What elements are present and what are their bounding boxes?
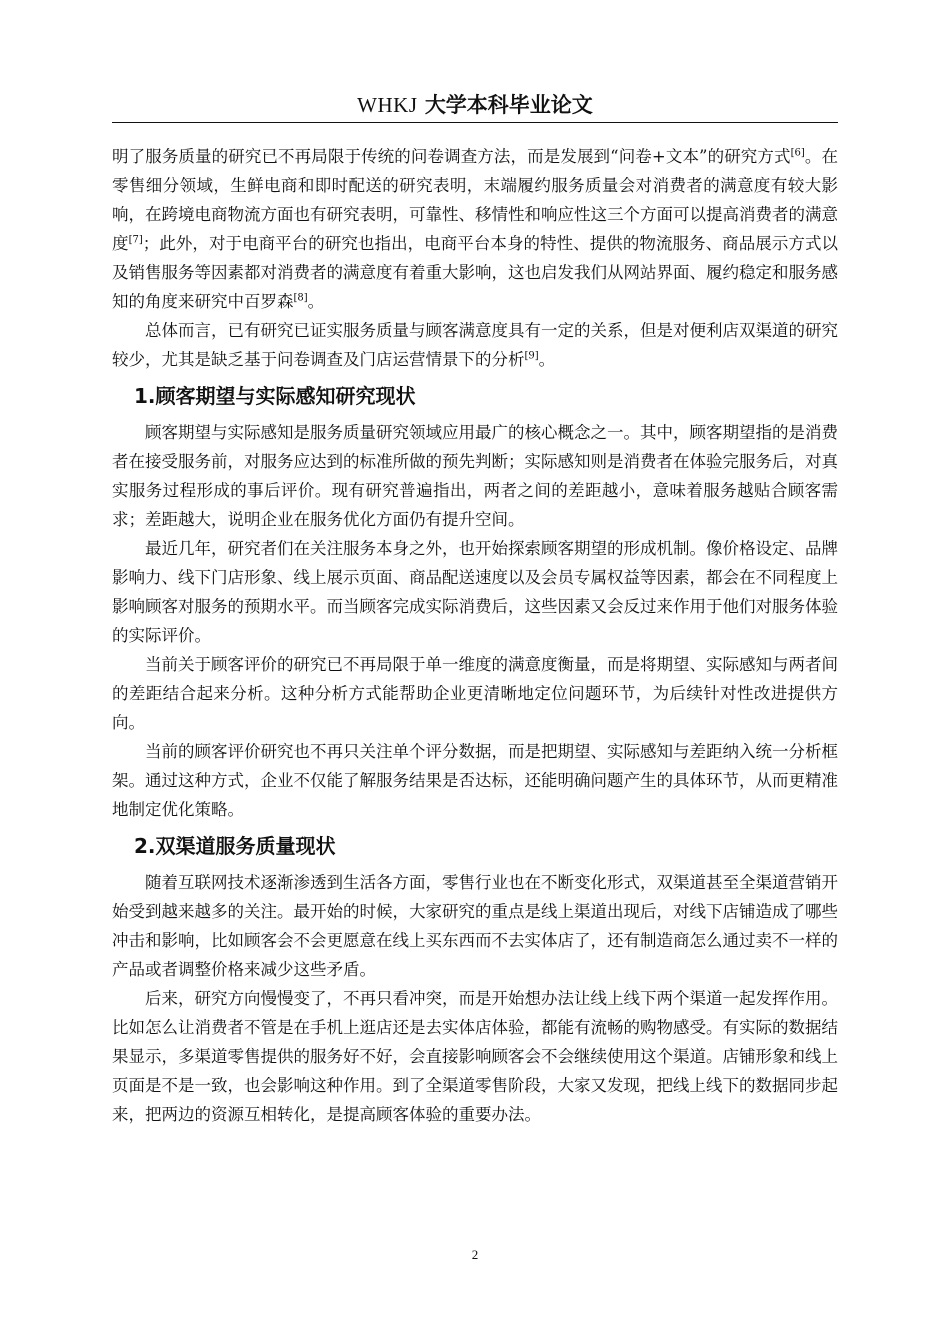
header-title: 大学本科毕业论文: [424, 93, 593, 117]
section-heading: 1.顾客期望与实际感知研究现状: [134, 384, 416, 408]
paragraph: 当前的顾客评价研究也不再只关注单个评分数据，而是把期望、实际感知与差距纳入统一分析框架。通过这种方式，企业不仅能了解服务结果是否达标，还能明确问题产生的具体环节，从而更精准地制定优化策略。: [112, 742, 838, 819]
paragraph: 明了服务质量的研究已不再局限于传统的问卷调查方法，而是发展到“问卷+文本”的研究方式[6]。在零售细分领域，生鲜电商和即时配送的研究表明，末端履约服务质量会对消费者的满意度有较大影响，在跨境电商物流方面也有研究表明，可靠性、移情性和响应性这三个方面可以提高消费者的满意度[7]；此外，对于电商平台的研究也指出，电商平台本身的特性、提供的物流服务、商品展示方式以及销售服务等因素都对消费者的满意度有着重大影响，这也启发我们从网站界面、履约稳定和服务感知的角度来研究中百罗森[8]。: [112, 147, 839, 311]
body-text: [112, 142, 838, 1129]
paragraph: 随着互联网技术逐渐渗透到生活各方面，零售行业也在不断变化形式，双渠道甚至全渠道营销开始受到越来越多的关注。最开始的时候，大家研究的重点是线上渠道出现后，对线下店铺造成了哪些冲击和影响，比如顾客会不会更愿意在线上买东西而不去实体店了，还有制造商怎么通过卖不一样的产品或者调整价格来减少这些矛盾。: [112, 873, 838, 979]
citation: [8]: [293, 292, 308, 304]
header-prefix: WHKJ: [357, 93, 418, 117]
paragraph: 当前关于顾客评价的研究已不再局限于单一维度的满意度衡量，而是将期望、实际感知与两者间的差距结合起来分析。这种分析方式能帮助企业更清晰地定位问题环节，为后续针对性改进提供方向。: [112, 655, 838, 732]
paragraph: 总体而言，已有研究已证实服务质量与顾客满意度具有一定的关系，但是对便利店双渠道的研究较少，尤其是缺乏基于问卷调查及门店运营情景下的分析[9]。: [112, 321, 838, 369]
paragraph: 后来，研究方向慢慢变了，不再只看冲突，而是开始想办法让线上线下两个渠道一起发挥作用。比如怎么让消费者不管是在手机上逛店还是去实体店体验，都能有流畅的购物感受。有实际的数据结果显示，多渠道零售提供的服务好不好，会直接影响顾客会不会继续使用这个渠道。店铺形象和线上页面是不是一致，也会影响这种作用。到了全渠道零售阶段，大家又发现，把线上线下的数据同步起来，把两边的资源互相转化，是提高顾客体验的重要办法。: [112, 989, 838, 1124]
running-header: [112, 92, 838, 118]
citation: [6]: [790, 147, 805, 159]
section-heading: 2.双渠道服务质量现状: [134, 834, 336, 858]
header-rule: [112, 122, 838, 123]
citation: [9]: [524, 350, 539, 362]
paragraph: 最近几年，研究者们在关注服务本身之外，也开始探索顾客期望的形成机制。像价格设定、品牌影响力、线下门店形象、线上展示页面、商品配送速度以及会员专属权益等因素，都会在不同程度上影响顾客对服务的预期水平。而当顾客完成实际消费后，这些因素又会反过来作用于他们对服务体验的实际评价。: [112, 539, 838, 645]
citation: [7]: [128, 234, 143, 246]
page-number: 2: [471, 1247, 479, 1262]
paragraph: 顾客期望与实际感知是服务质量研究领域应用最广的核心概念之一。其中，顾客期望指的是消费者在接受服务前，对服务应达到的标准所做的预先判断；实际感知则是消费者在体验完服务后，对真实服务过程形成的事后评价。现有研究普遍指出，两者之间的差距越小，意味着服务越贴合顾客需求；差距越大，说明企业在服务优化方面仍有提升空间。: [112, 423, 838, 529]
